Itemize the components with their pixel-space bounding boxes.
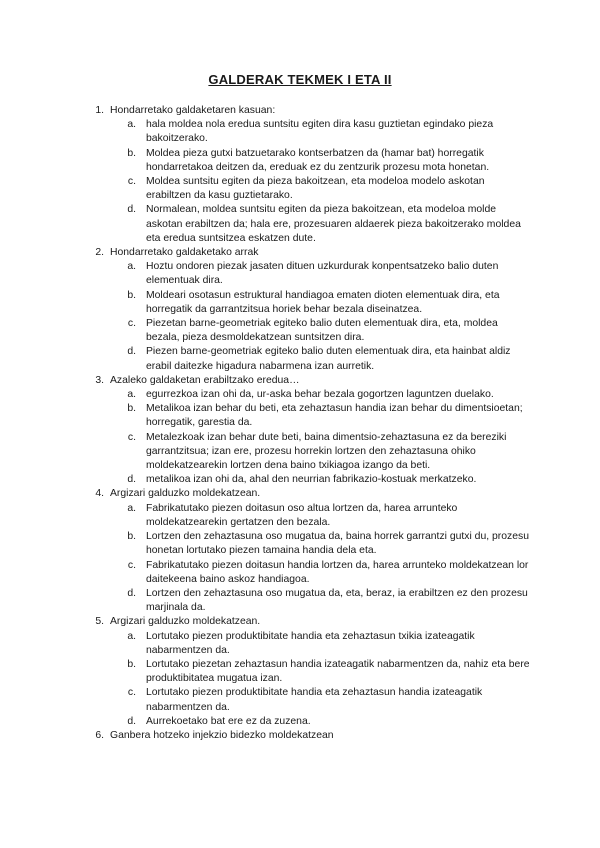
option-text: Lortzen den zehaztasuna oso mugatua da, eta, beraz, ia erabiltzen ez den prozesu marjinala da. [146,587,528,614]
question-item [90,615,530,729]
option-text: Fabrikatutako piezen doitasun handia lortzen da, harea arrunteko moldekatzean lor daitekeena baino askoz handiagoa. [146,559,529,585]
option-letter: b. [127,147,136,159]
option-list [90,630,530,729]
option-text: Normalean, moldea suntsitu egiten da pieza bakoitzean, eta modeloa molde askotan erabiltzen da; hala ere, prozesuaren aldaerek pieza bakoitzerako moldea eta eredua suntsitzea eskatzen dute. [146,204,521,244]
answer-option [90,345,530,373]
option-list [90,388,530,487]
option-text: Lortzen den zehaztasuna oso mugatua da, baina horrek garrantzi gutxi du, prozesu honetan lortutako piezen tamaina handia dela eta. [146,531,529,557]
option-list [90,502,530,616]
question-text: Argizari galduzko moldekatzean. [110,616,261,628]
answer-option [90,715,530,729]
option-letter: a. [127,119,136,131]
option-text: Fabrikatutako piezen doitasun oso altua lortzen da, harea arrunteko moldekatzearekin gertatzen den bezala. [146,502,458,528]
option-text: hala moldea nola eredua suntsitu egiten dira kasu guztietan egindako pieza bakoitzerako. [146,119,494,145]
option-text: Lortutako piezen produktibitate handia eta zehaztasun txikia izateagatik nabarmentzen da. [146,630,475,656]
answer-option [90,203,530,246]
answer-option [90,559,530,587]
option-letter: a. [127,502,136,514]
option-text: Lortutako piezetan zehaztasun handia izateagatik nabarmentzen da, nahiz eta bere produktibitatea mugatua izan. [146,658,530,685]
answer-option [90,317,530,345]
option-letter: a. [127,630,136,642]
answer-option [90,502,530,530]
answer-option [90,587,530,615]
option-letter: c. [127,559,136,571]
option-letter: d. [127,715,136,727]
answer-option [90,289,530,317]
option-text: Metalikoa izan behar du beti, eta zehaztasun handia izan behar du dimentsioetan; horregatik, garestia da. [146,403,523,429]
option-letter: c. [127,431,136,443]
answer-option [90,473,530,487]
option-text: egurrezkoa izan ohi da, ur-aska behar bezala gogortzen laguntzen duelako. [146,389,494,401]
answer-option [90,431,530,474]
answer-option [90,530,530,558]
answer-option [90,175,530,203]
option-text: Aurrekoetako bat ere ez da zuzena. [146,715,311,727]
question-number: 4. [95,488,104,500]
option-letter: a. [127,389,136,401]
answer-option [90,686,530,714]
option-letter: a. [127,261,136,273]
question-item [90,487,530,615]
option-letter: d. [127,474,136,486]
question-item [90,729,530,743]
answer-option [90,260,530,288]
question-list [90,104,530,743]
question-text: Hondarretako galdaketaren kasuan: [110,105,276,116]
option-text: metalikoa izan ohi da, ahal den neurrian fabrikazio-kostuak merkatzeko. [146,474,477,486]
answer-option [90,658,530,686]
question-text: Argizari galduzko moldekatzean. [110,488,261,500]
option-text: Piezetan barne-geometriak egiteko balio duten elementuak dira, eta, moldea bezala, pieza desmoldekatzean suntsitzen dira. [146,318,498,344]
option-letter: b. [127,403,136,415]
answer-option [90,118,530,146]
option-text: Moldea suntsitu egiten da pieza bakoitzean, eta modeloa modelo askotan erabiltzen da kasu guztietarako. [146,176,485,202]
option-letter: b. [127,289,136,301]
option-letter: c. [127,318,136,330]
option-letter: b. [127,531,136,543]
question-number: 2. [95,247,104,259]
answer-option [90,402,530,430]
option-text: Hoztu ondoren piezak jasaten dituen uzkurdurak konpentsatzeko balio duten elementuak dira. [146,261,499,287]
option-text: Piezen barne-geometriak egiteko balio duten elementuak dira, eta hainbat aldiz erabil daitezke higadura nabarmena izan aurretik. [146,346,511,372]
option-letter: d. [127,204,136,216]
option-text: Lortutako piezen produktibitate handia eta zehaztasun handia izateagatik nabarmentzen da. [146,687,483,713]
question-text: Hondarretako galdaketako arrak [110,247,259,259]
question-text: Azaleko galdaketan erabiltzako eredua… [110,374,300,386]
option-letter: d. [127,346,136,358]
option-letter: c. [127,176,136,188]
question-number: 5. [95,616,104,628]
option-letter: c. [127,687,136,699]
page-title: GALDERAK TEKMEK I ETA II [208,72,392,87]
question-number: 3. [95,374,104,386]
question-number: 6. [95,729,104,741]
option-text: Moldea pieza gutxi batzuetarako kontserbatzen da (hamar bat) horregatik hondarretakoa deitzen da, ereduak ez du zentzurik prozesu mota honetan. [146,147,490,173]
question-item [90,374,530,488]
option-letter: d. [127,587,136,599]
question-text: Ganbera hotzeko injekzio bidezko moldekatzean [110,729,334,741]
option-text: Moldeari osotasun estruktural handiagoa ematen dioten elementuak dira, eta horregatik da garrantzitsua horiek behar bezala diseinatzea. [146,289,500,315]
answer-option [90,630,530,658]
question-number: 1. [95,105,104,116]
option-list [90,118,530,246]
answer-option [90,388,530,402]
option-list [90,260,530,374]
option-letter: b. [127,658,136,670]
option-text: Metalezkoak izan behar dute beti, baina dimentsio-zehaztasuna ez da bereziki garrantzitsua; izan ere, prozesu horrekin lortzen den zehaztasuna ohiko moldekatzearekin lortzen dena baino txikiagoa izango da beti. [146,431,507,472]
question-item [90,104,530,246]
answer-option [90,147,530,175]
question-item [90,246,530,374]
